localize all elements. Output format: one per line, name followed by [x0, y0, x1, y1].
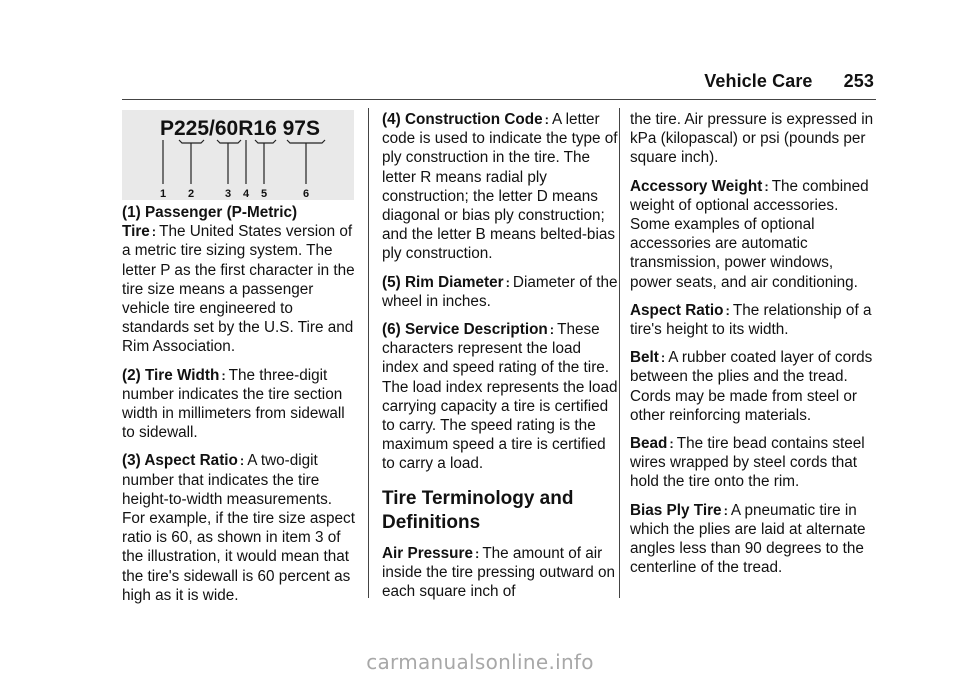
callout-4: 4 — [242, 188, 250, 200]
callout-2: 2 — [187, 188, 195, 200]
term: Air Pressure — [382, 544, 473, 562]
callout-6: 6 — [302, 188, 310, 200]
term: (6) Service Description — [382, 321, 548, 339]
term-separator: : — [151, 224, 157, 240]
term: Belt — [630, 349, 659, 367]
page-header — [704, 71, 874, 92]
definition-text: These characters represent the load index and speed rating of the tire. The load index represents the load carrying capacity a tire is certified to carry. The speed rating is the maximum speed a tire is certified to carry a load. — [382, 321, 618, 473]
definition-bias-ply-tire — [630, 501, 874, 578]
term: Bead — [630, 435, 668, 453]
tire-size-illustration — [122, 110, 354, 200]
callout-brackets — [163, 140, 325, 184]
definition-text: The amount of air inside the tire pressing outward on each square inch of — [382, 544, 615, 601]
term-separator: : — [723, 502, 728, 518]
definition-text: The United States version of a metric tire sizing system. The letter P as the first character in the tire size means a passenger vehicle tire engineered to standards set by the U.S. Tire and Rim Association. — [122, 223, 355, 356]
definition-belt — [630, 348, 874, 425]
term: Bias Ply Tire — [630, 501, 722, 519]
term-separator: : — [725, 302, 730, 318]
definition-aspect-ratio-code — [122, 451, 358, 605]
tire-code-text: P225/60R16 97S — [160, 117, 320, 140]
term-separator: : — [239, 453, 245, 469]
definition-text: Diameter of the wheel in inches. — [382, 273, 618, 310]
definition-aspect-ratio — [630, 301, 874, 339]
callout-1: 1 — [159, 188, 167, 200]
term-separator: : — [505, 274, 510, 290]
callout-numbers — [160, 188, 309, 200]
definition-text: The relationship of a tire's height to its width. — [630, 301, 872, 339]
definition-service-description — [382, 320, 618, 474]
definition-text: The three-digit number indicates the tire section width in millimeters from sidewall to sidewall. — [122, 366, 345, 442]
term: (1) Passenger (P-Metric) Tire — [122, 204, 298, 241]
definition-text: A two-digit number that indicates the tire height-to-width measurements. For example, if the tire size aspect ratio is 60, as shown in item 3 of the illustration, it would mean that the tire's sidewall is 60 percent as high as it is wide. — [122, 452, 355, 604]
definition-passenger-tire — [122, 203, 358, 357]
term-separator: : — [221, 367, 226, 383]
term: (4) Construction Code — [382, 111, 543, 128]
definition-rim-diameter — [382, 273, 618, 311]
callout-5: 5 — [260, 188, 268, 200]
section-title: Vehicle Care — [704, 71, 813, 91]
page-number: 253 — [843, 71, 874, 91]
definition-text: A rubber coated layer of cords between the plies and the tread. Cords may be made from steel or other reinforcing materials. — [630, 349, 873, 424]
term: (5) Rim Diameter — [382, 273, 504, 291]
term-separator: : — [549, 322, 555, 338]
definition-text: The tire bead contains steel wires wrapped by steel cords that hold the tire onto the rim. — [630, 435, 865, 491]
definition-air-pressure — [382, 544, 618, 602]
definition-text: A letter code is used to indicate the type of ply construction in the tire. The letter R means radial ply construction; the letter D means diagonal or bias ply construction; and the letter B means belted-bias ply construction. — [382, 111, 618, 263]
term: Aspect Ratio — [630, 301, 724, 319]
term: Accessory Weight — [630, 177, 763, 195]
column-2 — [382, 110, 618, 610]
watermark[interactable]: carmanualsonline.info — [366, 650, 594, 674]
section-heading: Tire Terminology and Definitions — [382, 487, 574, 533]
definition-bead — [630, 434, 874, 492]
term-separator: : — [669, 436, 674, 452]
term: (3) Aspect Ratio — [122, 452, 238, 470]
definition-text: A pneumatic tire in which the plies are laid at alternate angles less than 90 degrees to the centerline of the tread. — [630, 501, 866, 577]
tire-size-diagram — [122, 110, 354, 200]
column-divider-2 — [619, 108, 620, 598]
term: (2) Tire Width — [122, 366, 220, 384]
callout-3: 3 — [224, 188, 232, 200]
term-separator: : — [660, 350, 666, 366]
air-pressure-continuation: the tire. Air pressure is expressed in kPa (kilopascal) or psi (pounds per square inch). — [630, 111, 874, 167]
term-separator: : — [474, 545, 480, 561]
definition-tire-width — [122, 366, 358, 443]
header-rule — [122, 99, 876, 100]
column-1 — [122, 110, 358, 614]
term-separator: : — [764, 178, 769, 194]
definition-accessory-weight — [630, 177, 874, 292]
definition-construction-code — [382, 110, 618, 264]
column-divider-1 — [368, 108, 369, 598]
column-3 — [630, 110, 874, 586]
term-separator: : — [544, 112, 549, 127]
definition-text: The combined weight of optional accessories. Some examples of optional accessories are automatic transmission, power windows, power seats, and air conditioning. — [630, 177, 869, 291]
